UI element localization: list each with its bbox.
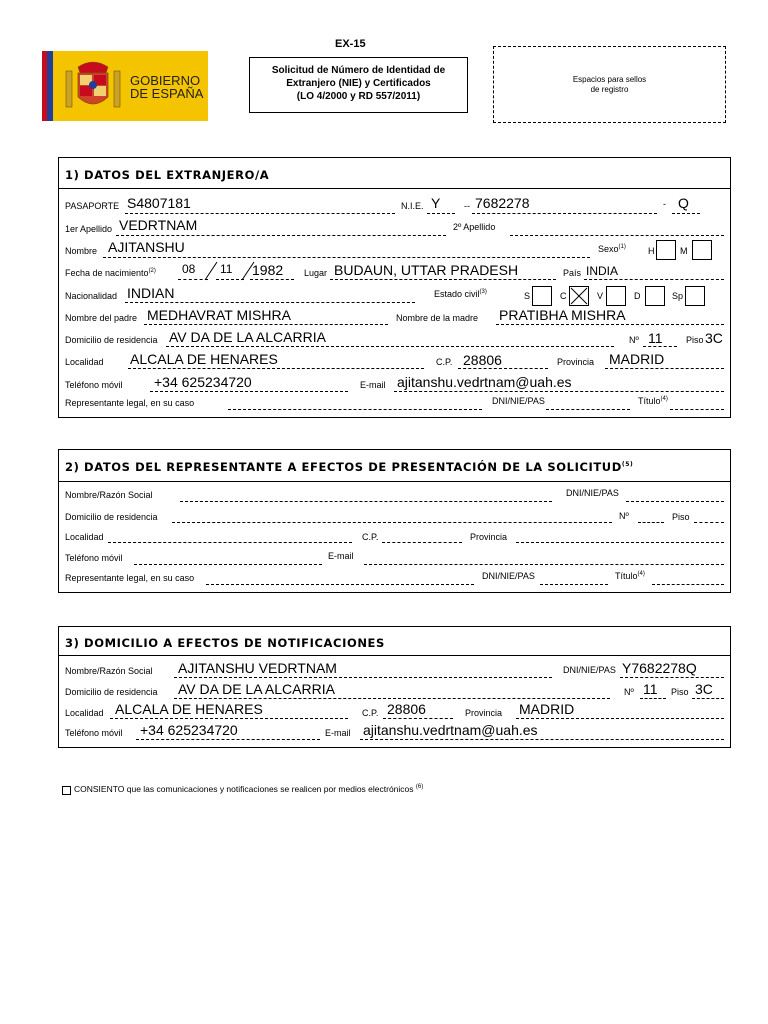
form-code: EX-15 <box>335 38 366 50</box>
s2-telefono-label: Teléfono móvil <box>65 553 123 563</box>
titulo-label: Título$^{(4)}$ <box>638 396 668 406</box>
s3-domicilio-field[interactable]: AV DA DE LA ALCARRIA <box>178 681 335 697</box>
estado-d-label: D <box>634 291 641 301</box>
fecha-mes-field[interactable]: 11 <box>220 262 233 276</box>
form-title-line-3: (LO 4/2000 y RD 557/2011) <box>296 91 421 102</box>
s2-provincia-label: Provincia <box>470 532 508 542</box>
apellido2-label: 2º Apellido <box>453 222 496 232</box>
piso-field[interactable]: 3C <box>705 330 723 346</box>
coat-of-arms-icon <box>62 57 124 115</box>
s2-dni-label: DNI/NIE/PAS <box>566 488 619 498</box>
nie-letter-field[interactable]: Y <box>431 195 441 211</box>
madre-label: Nombre de la madre <box>396 313 479 323</box>
s3-numero-label: Nº <box>624 687 634 697</box>
nacionalidad-field[interactable]: INDIAN <box>127 285 175 301</box>
s3-nombre-label: Nombre/Razón Social <box>65 666 153 676</box>
s3-telefono-label: Teléfono móvil <box>65 728 123 738</box>
nie-number-field[interactable]: 7682278 <box>475 195 530 211</box>
section-1-divider <box>59 188 730 189</box>
section-3-title: 3) DOMICILIO A EFECTOS DE NOTIFICACIONES <box>65 636 385 650</box>
apellido1-label: 1er Apellido <box>65 224 113 234</box>
piso-label: Piso <box>686 335 704 345</box>
s2-nombre-label: Nombre/Razón Social <box>65 490 153 500</box>
s3-piso-field[interactable]: 3C <box>695 681 713 697</box>
s2-localidad-label: Localidad <box>65 532 104 542</box>
email-field[interactable]: ajitanshu.vedrtnam@uah.es <box>397 374 572 390</box>
estado-v-label: V <box>597 291 604 301</box>
consent-checkbox[interactable] <box>62 786 71 795</box>
localidad-field[interactable]: ALCALA DE HENARES <box>130 351 278 367</box>
representante-label: Representante legal, en su caso <box>65 398 195 408</box>
s3-provincia-label: Provincia <box>465 708 503 718</box>
pais-field[interactable]: INDIA <box>586 264 619 278</box>
s2-titulo-label: Título$^{(4)}$ <box>615 571 645 581</box>
s2-email-label: E-mail <box>328 551 354 561</box>
sexo-m-checkbox[interactable] <box>692 240 712 260</box>
email-label: E-mail <box>360 380 386 390</box>
pasaporte-field[interactable]: S4807181 <box>127 195 191 211</box>
s3-localidad-label: Localidad <box>65 708 104 718</box>
cp-label: C.P. <box>436 357 453 367</box>
apellido1-field[interactable]: VEDRTNAM <box>119 217 198 233</box>
cp-field[interactable]: 28806 <box>463 352 502 368</box>
logo-line-1: GOBIERNO <box>130 73 201 88</box>
padre-field[interactable]: MEDHAVRAT MISHRA <box>147 307 291 323</box>
nie-control-field[interactable]: Q <box>678 195 689 211</box>
s2-domicilio-label: Domicilio de residencia <box>65 512 158 522</box>
flag-stripe-blue <box>47 51 53 121</box>
fecha-nacimiento-label: Fecha de nacimiento$^{(2)}$ <box>65 268 156 278</box>
nacionalidad-label: Nacionalidad <box>65 291 118 301</box>
form-title-line-2: Extranjero (NIE) y Certificados <box>286 78 431 89</box>
s3-provincia-field[interactable]: MADRID <box>519 701 575 717</box>
form-title-line-1: Solicitud de Número de Identidad de <box>271 65 446 76</box>
gobierno-logo <box>42 51 208 121</box>
s2-numero-label: Nº <box>619 511 629 521</box>
estado-separado-checkbox[interactable] <box>685 286 705 306</box>
estado-s-label: S <box>524 291 531 301</box>
nombre-label: Nombre <box>65 246 98 256</box>
s3-localidad-field[interactable]: ALCALA DE HENARES <box>115 701 263 717</box>
estado-civil-label: Estado civil$^{(3)}$ <box>434 289 487 299</box>
numero-field[interactable]: 11 <box>648 330 663 346</box>
localidad-label: Localidad <box>65 357 104 367</box>
estado-casado-checkbox[interactable] <box>569 286 589 306</box>
stamp-line-1: Espacios para sellos <box>572 75 647 84</box>
s3-email-label: E-mail <box>325 728 351 738</box>
s2-representante-label: Representante legal, en su caso <box>65 573 195 583</box>
provincia-field[interactable]: MADRID <box>609 351 665 367</box>
s3-telefono-field[interactable]: +34 625234720 <box>140 722 238 738</box>
domicilio-field[interactable]: AV DA DE LA ALCARRIA <box>169 329 326 345</box>
pais-label: País <box>563 268 582 278</box>
sexo-m-label: M <box>680 246 688 256</box>
numero-label: Nº <box>629 335 639 345</box>
fecha-dia-field[interactable]: 08 <box>182 262 196 276</box>
sexo-h-label: H <box>648 246 655 256</box>
form-title-box <box>249 57 468 113</box>
s3-domicilio-label: Domicilio de residencia <box>65 687 158 697</box>
sexo-label: Sexo$^{(1)}$ <box>598 244 626 254</box>
madre-field[interactable]: PRATIBHA MISHRA <box>499 307 626 323</box>
padre-label: Nombre del padre <box>65 313 138 323</box>
s2-piso-label: Piso <box>672 512 690 522</box>
section-1-title: 1) DATOS DEL EXTRANJERO/A <box>65 168 270 182</box>
section-3-divider <box>59 655 730 656</box>
lugar-field[interactable]: BUDAUN, UTTAR PRADESH <box>334 262 519 278</box>
nombre-field[interactable]: AJITANSHU <box>108 239 185 255</box>
nie-separator-2: - <box>663 199 666 209</box>
s3-dni-field[interactable]: Y7682278Q <box>622 660 697 676</box>
section-2-title: 2) DATOS DEL REPRESENTANTE A EFECTOS DE PRESENTACIÓN DE LA SOLICITUD$^{(5)}$ <box>65 460 634 474</box>
s2-dni2-label: DNI/NIE/PAS <box>482 571 535 581</box>
telefono-label: Teléfono móvil <box>65 380 123 390</box>
s3-cp-label: C.P. <box>362 708 379 718</box>
s3-cp-field[interactable]: 28806 <box>387 701 426 717</box>
estado-c-label: C <box>560 291 567 301</box>
consent-text: CONSIENTO que las comunicaciones y notificaciones se realicen por medios electrónicos $^{(6)}$ <box>74 784 424 794</box>
logo-line-2: DE ESPAÑA <box>130 86 204 101</box>
stamp-line-2: de registro <box>590 85 629 94</box>
s3-nombre-field[interactable]: AJITANSHU VEDRTNAM <box>178 660 337 676</box>
estado-viudo-checkbox[interactable] <box>606 286 626 306</box>
pasaporte-label: PASAPORTE <box>65 201 120 211</box>
fecha-anio-field[interactable]: 1982 <box>252 262 284 278</box>
check-x-icon <box>570 287 588 305</box>
s3-piso-label: Piso <box>671 687 689 697</box>
section-2-divider <box>59 481 730 482</box>
stamp-area <box>493 46 726 123</box>
s3-dni-label: DNI/NIE/PAS <box>563 665 616 675</box>
nie-label: N.I.E. <box>401 201 424 211</box>
s3-email-field[interactable]: ajitanshu.vedrtnam@uah.es <box>363 722 538 738</box>
lugar-label: Lugar <box>304 268 328 278</box>
estado-divorciado-checkbox[interactable] <box>645 286 665 306</box>
telefono-field[interactable]: +34 625234720 <box>154 374 252 390</box>
s3-numero-field[interactable]: 11 <box>643 681 658 697</box>
sexo-h-checkbox[interactable] <box>656 240 676 260</box>
domicilio-label: Domicilio de residencia <box>65 335 158 345</box>
s2-cp-label: C.P. <box>362 532 379 542</box>
provincia-label: Provincia <box>557 357 595 367</box>
estado-soltero-checkbox[interactable] <box>532 286 552 306</box>
estado-sp-label: Sp <box>672 291 684 301</box>
nie-separator-1: -- <box>464 201 470 211</box>
dni-label: DNI/NIE/PAS <box>492 396 545 406</box>
